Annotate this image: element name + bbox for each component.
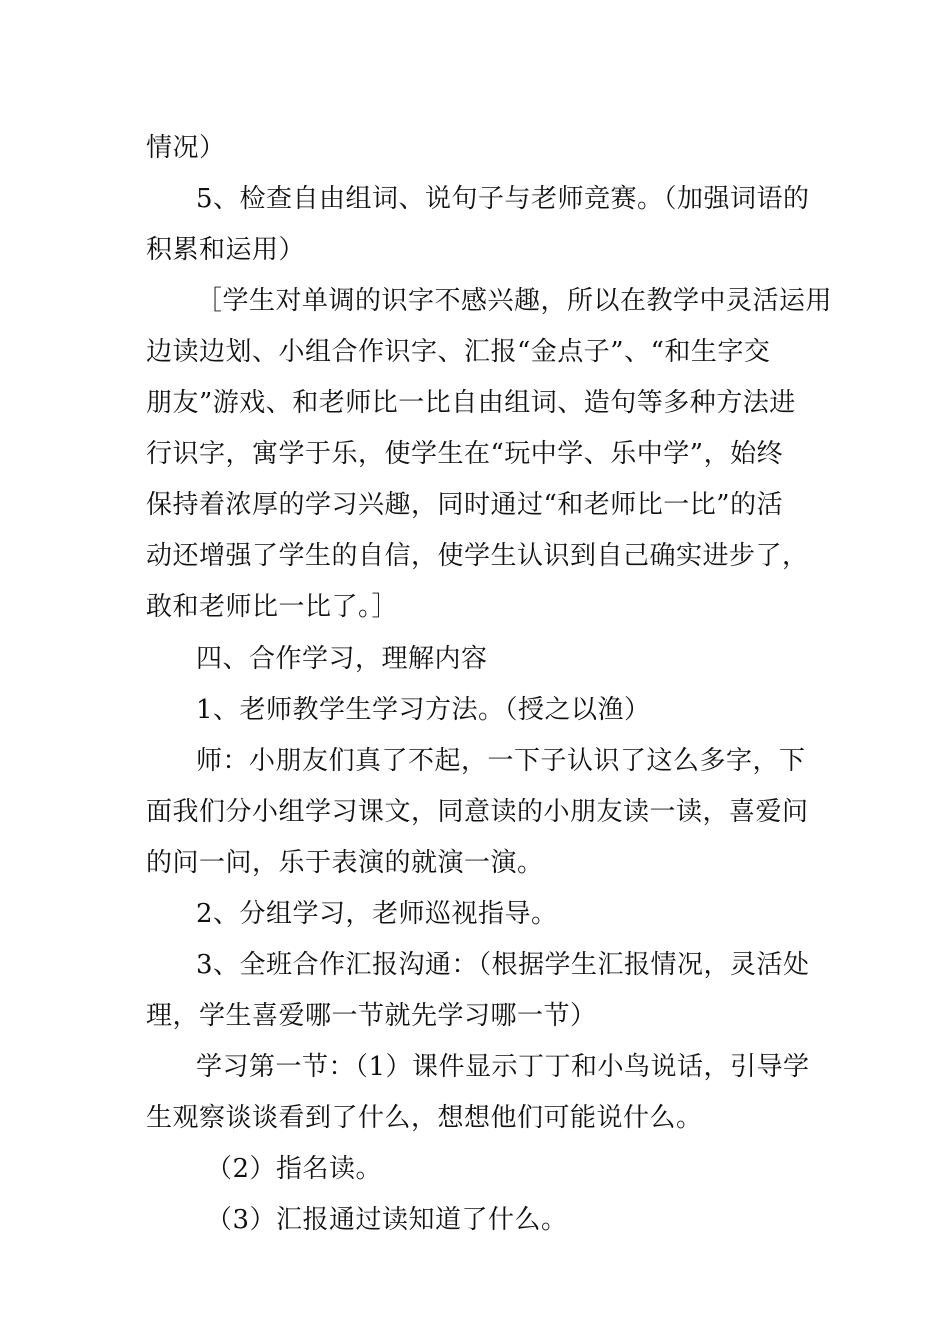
text-line: 行识字，寓学于乐，使学生在“玩中学、乐中学”，始终 bbox=[146, 439, 784, 469]
text-line: 生观察谈谈看到了什么，想想他们可能说什么。 bbox=[146, 1103, 703, 1133]
paragraph-line: ［学生对单调的识字不感兴趣，所以在教学中灵活运用 bbox=[196, 286, 833, 316]
paragraph-line: （2）指名读。 bbox=[206, 1154, 383, 1184]
text-line: 情况） bbox=[146, 133, 226, 163]
text-line: 理，学生喜爱哪一节就先学习哪一节） bbox=[146, 1001, 597, 1031]
text-line: 敢和老师比一比了。］ bbox=[146, 592, 399, 622]
paragraph-line: 5、检查自由组词、说句子与老师竞赛。（加强词语的 bbox=[196, 184, 810, 214]
section-heading: 四、合作学习，理解内容 bbox=[196, 644, 488, 674]
paragraph-line: 3、全班合作汇报沟通：（根据学生汇报情况，灵活处 bbox=[196, 950, 810, 980]
paragraph-line: 2、分组学习，老师巡视指导。 bbox=[196, 899, 558, 929]
paragraph-line: 师：小朋友们真了不起，一下子认识了这么多字，下 bbox=[196, 746, 806, 776]
text-line: 动还增强了学生的自信，使学生认识到自己确实进步了， bbox=[146, 541, 809, 571]
text-line: 朋友”游戏、和老师比一比自由组词、造句等多种方法进 bbox=[146, 388, 796, 418]
paragraph-line: （3）汇报通过读知道了什么。 bbox=[206, 1205, 568, 1235]
text-line: 边读边划、小组合作识字、汇报“金点子”、“和生字交 bbox=[146, 337, 771, 367]
text-line: 保持着浓厚的学习兴趣，同时通过“和老师比一比”的活 bbox=[146, 490, 784, 520]
paragraph-line: 1、老师教学生学习方法。（授之以渔） bbox=[196, 695, 651, 725]
text-line: 积累和运用） bbox=[146, 235, 306, 265]
text-line: 面我们分小组学习课文，同意读的小朋友读一读，喜爱问 bbox=[146, 797, 809, 827]
paragraph-line: 学习第一节：（1）课件显示丁丁和小鸟说话，引导学 bbox=[196, 1052, 810, 1082]
text-line: 的问一问，乐于表演的就演一演。 bbox=[146, 848, 544, 878]
